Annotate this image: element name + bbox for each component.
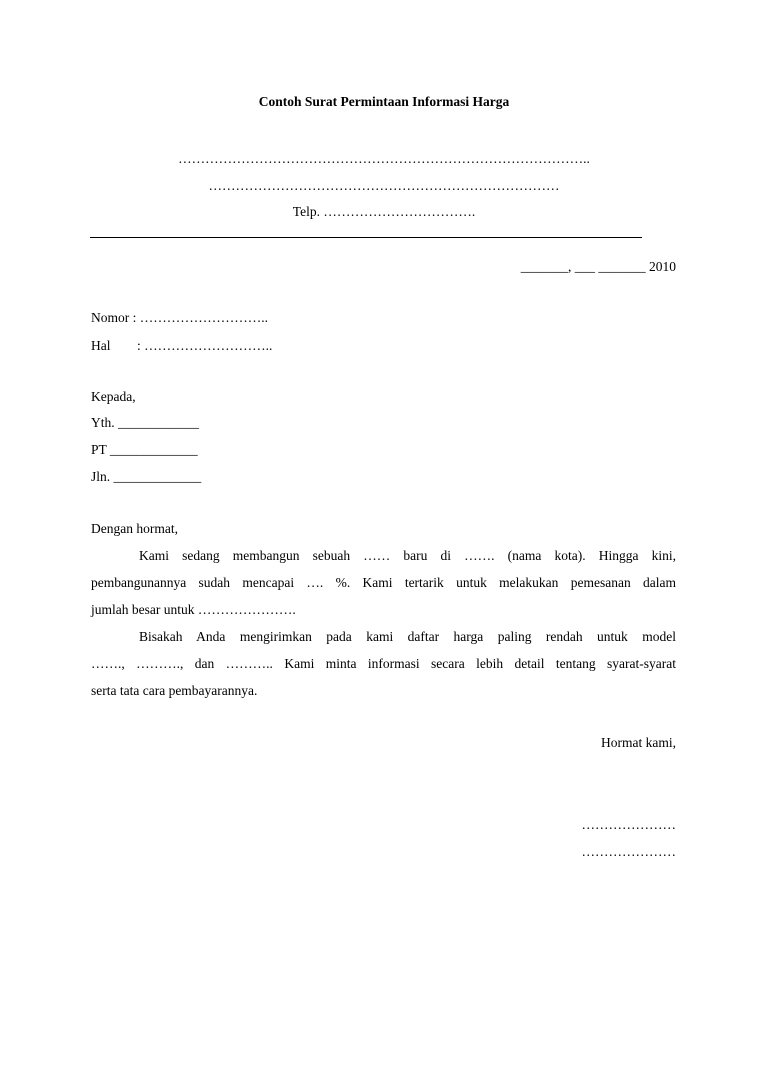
recipient-pt: PT _____________ xyxy=(91,442,198,457)
letterhead-line-2: …………………………………………………………………… xyxy=(208,178,560,193)
signature-name-line: ………………… xyxy=(581,817,676,832)
body-paragraph-1-line-3: jumlah besar untuk …………………. xyxy=(91,602,296,617)
date-line: _______, ___ _______ 2010 xyxy=(520,259,676,274)
body-paragraph-2-line-2: ……., ………., dan ……….. Kami minta informasi secara lebih detail tentang syarat-syarat xyxy=(91,656,676,671)
hal-value: : ……………………….. xyxy=(137,338,273,353)
closing: Hormat kami, xyxy=(601,735,676,750)
signature-title-line: ………………… xyxy=(581,844,676,859)
recipient-kepada: Kepada, xyxy=(91,389,136,404)
recipient-jln: Jln. _____________ xyxy=(91,469,202,484)
body-paragraph-1-line-2: pembangunannya sudah mencapai …. %. Kami tertarik untuk melakukan pemesanan dalam xyxy=(91,575,676,590)
hal-label: Hal xyxy=(91,338,111,353)
document-title: Contoh Surat Permintaan Informasi Harga xyxy=(258,94,510,109)
recipient-yth: Yth. ____________ xyxy=(91,415,199,430)
nomor-row xyxy=(91,310,268,326)
nomor-value: : ……………………….. xyxy=(132,310,269,325)
salutation: Dengan hormat, xyxy=(91,521,178,536)
body-paragraph-2-line-3: serta tata cara pembayarannya. xyxy=(91,683,258,698)
letterhead-phone: Telp. ……………………………. xyxy=(292,204,476,219)
nomor-label: Nomor xyxy=(91,310,130,325)
body-paragraph-1-line-1: Kami sedang membangun sebuah …… baru di ……. (nama kota). Hingga kini, xyxy=(139,548,676,563)
body-paragraph-2-line-1: Bisakah Anda mengirimkan pada kami daftar harga paling rendah untuk model xyxy=(139,629,676,644)
hal-row xyxy=(91,338,272,354)
letterhead-line-1: ……………………………………………………………………………….. xyxy=(178,151,590,166)
letterhead-divider xyxy=(90,237,642,238)
